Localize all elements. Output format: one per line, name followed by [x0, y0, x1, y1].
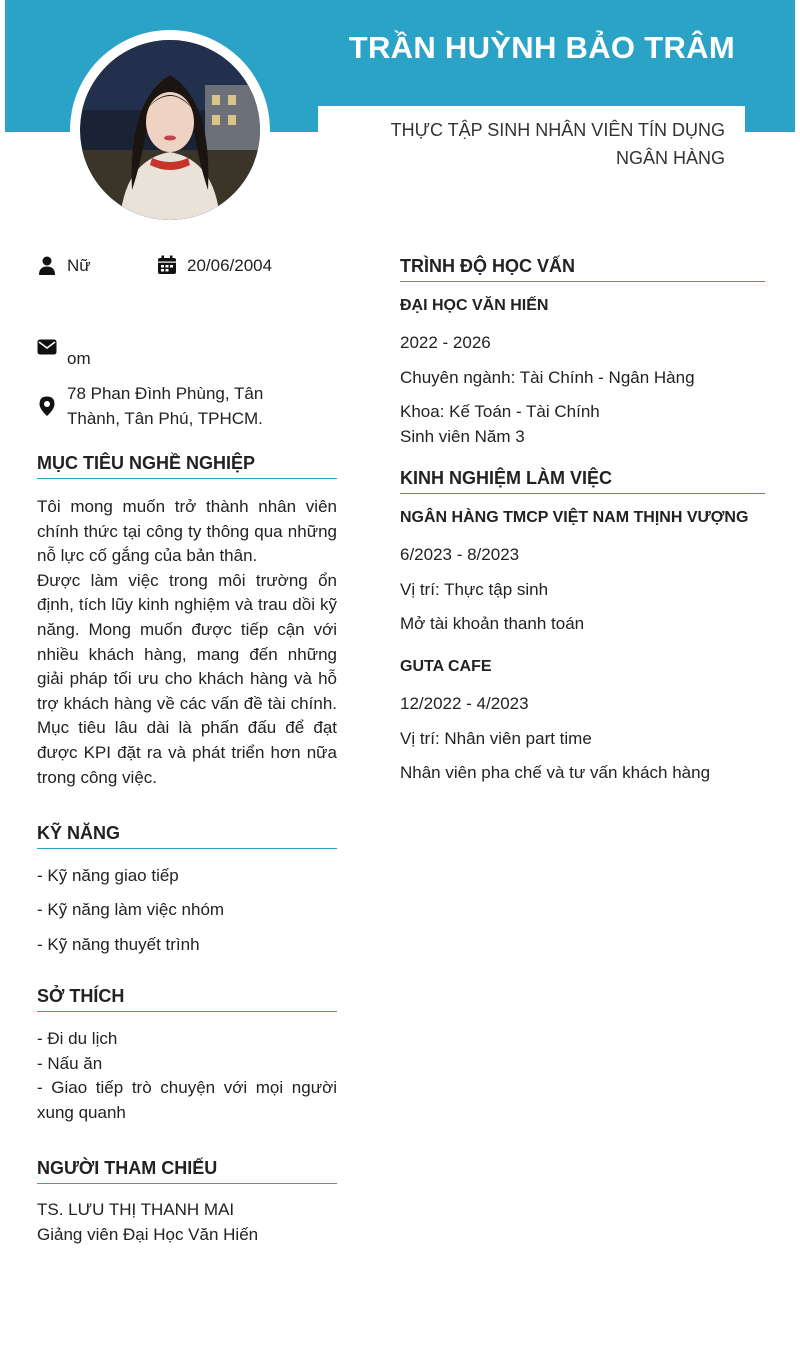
skill-item: - Kỹ năng giao tiếp — [37, 866, 179, 885]
avatar — [80, 40, 260, 220]
address-line-2: Thành, Tân Phú, TPHCM. — [67, 409, 263, 428]
job-title-line-2: NGÂN HÀNG — [615, 148, 725, 168]
objective-text — [37, 495, 337, 790]
hobbies-list — [37, 1027, 337, 1125]
hobby-item: - Giao tiếp trò chuyện với mọi người xung quanh — [37, 1078, 337, 1122]
address-row — [37, 381, 263, 431]
address-line-1: 78 Phan Đình Phùng, Tân — [67, 384, 264, 403]
skills-heading: KỸ NĂNG — [37, 823, 337, 849]
experience-heading: KINH NGHIỆM LÀM VIỆC — [400, 468, 765, 494]
user-icon — [37, 255, 57, 275]
job-company: NGÂN HÀNG TMCP VIỆT NAM THỊNH VƯỢNG — [400, 509, 749, 526]
job-duty: Mở tài khoản thanh toán — [400, 614, 585, 633]
job-period: 6/2023 - 8/2023 — [400, 545, 520, 564]
reference-name: TS. LƯU THỊ THANH MAI — [37, 1200, 235, 1219]
birthdate-row — [157, 255, 272, 278]
job-duty: Nhân viên pha chế và tư vấn khách hàng — [400, 763, 711, 782]
hobbies-heading: SỞ THÍCH — [37, 986, 337, 1012]
school-major: Chuyên ngành: Tài Chính - Ngân Hàng — [400, 368, 695, 387]
job-position: Vị trí: Nhân viên part time — [400, 729, 592, 748]
school-name: ĐẠI HỌC VĂN HIẾN — [400, 297, 549, 314]
job-period: 12/2022 - 4/2023 — [400, 694, 529, 713]
job-title-line-1: THỰC TẬP SINH NHÂN VIÊN TÍN DỤNG — [390, 120, 725, 140]
reference-role: Giảng viên Đại Học Văn Hiến — [37, 1225, 259, 1244]
objective-paragraph-2: Được làm việc trong môi trường ổn định, tích lũy kinh nghiệm và trau dồi kỹ năng. Mong muốn được tiếp cận với nhiều khách hàng, mang đến những giải pháp tối ưu cho khách hàng và hỗ trợ khách hàng về các vấn đề tài chính. Mục tiêu lâu dài là phấn đấu để đạt được KPI đặt ra và phát triển hơn nữa trong công việc. — [37, 570, 337, 787]
job-company: GUTA CAFE — [400, 658, 492, 675]
school-years: 2022 - 2026 — [400, 333, 491, 352]
envelope-icon — [37, 337, 57, 357]
email-row — [37, 337, 91, 371]
calendar-icon — [157, 255, 177, 275]
skill-item: - Kỹ năng làm việc nhóm — [37, 900, 225, 919]
job-title-box — [318, 106, 745, 176]
email-value[interactable]: om — [67, 349, 91, 368]
hobby-item: - Đi du lịch — [37, 1029, 118, 1048]
skill-item: - Kỹ năng thuyết trình — [37, 935, 200, 954]
hobby-item: - Nấu ăn — [37, 1053, 103, 1073]
avatar-frame — [70, 30, 270, 230]
education-heading: TRÌNH ĐỘ HỌC VẤN — [400, 256, 765, 282]
job-position: Vị trí: Thực tập sinh — [400, 580, 549, 599]
address-value — [67, 381, 263, 431]
school-year-of-study: Sinh viên Năm 3 — [400, 427, 525, 446]
profile-photo — [80, 40, 260, 220]
birthdate-value: 20/06/2004 — [187, 256, 273, 275]
objective-paragraph-1: Tôi mong muốn trở thành nhân viên chính thức tại công ty thông qua những nỗ lực cố gắng của bản thân. — [37, 497, 337, 566]
candidate-name: TRẦN HUỲNH BẢO TRÂM — [348, 30, 735, 65]
objective-heading: MỤC TIÊU NGHỀ NGHIỆP — [37, 453, 337, 479]
job-title — [391, 116, 725, 172]
map-pin-icon — [37, 396, 57, 416]
gender-value: Nữ — [67, 256, 91, 275]
reference-heading: NGƯỜI THAM CHIẾU — [37, 1158, 337, 1184]
school-faculty: Khoa: Kế Toán - Tài Chính — [400, 402, 600, 421]
gender-row — [37, 255, 91, 278]
